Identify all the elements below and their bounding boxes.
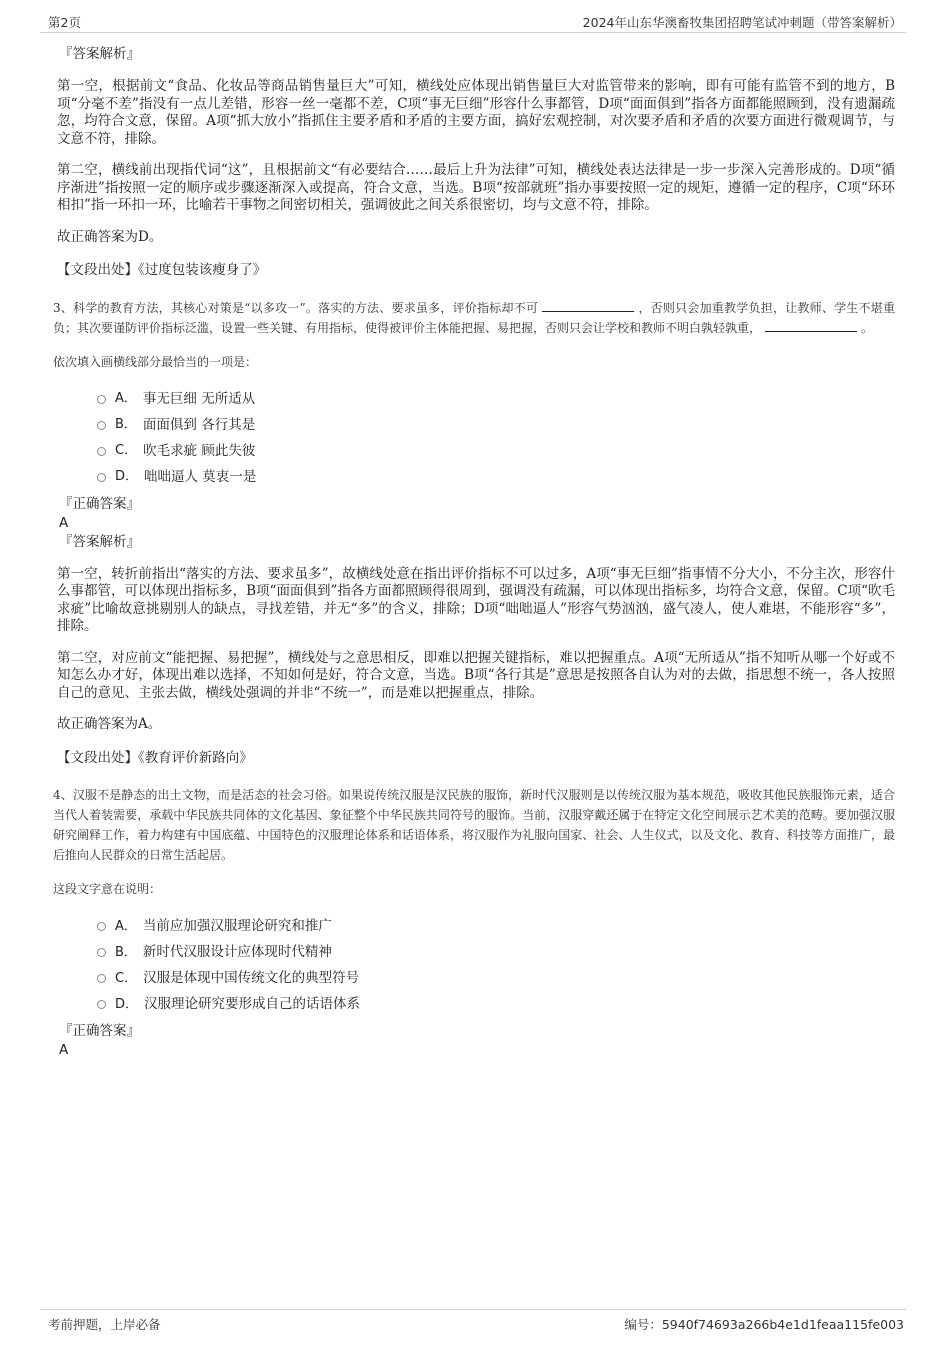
source-citation: 【文段出处】《过度包装该瘦身了》	[57, 262, 267, 278]
correct-answer-label: 『正确答案』	[59, 495, 140, 512]
analysis-label: 『答案解析』	[59, 46, 140, 62]
radio-icon[interactable]	[97, 473, 106, 482]
conclusion: 故正确答案为A。	[57, 716, 162, 732]
question-3-options	[97, 384, 895, 488]
page-header	[40, 10, 906, 33]
option-c[interactable]: C． 吹毛求疵 顾此失彼	[97, 436, 895, 462]
option-d[interactable]: D． 咄咄逼人 莫衷一是	[97, 462, 895, 488]
blank-line	[542, 299, 634, 312]
correct-answer: A	[59, 514, 69, 531]
option-b[interactable]: B． 新时代汉服设计应体现时代精神	[97, 937, 895, 963]
option-a[interactable]: A． 当前应加强汉服理论研究和推广	[97, 911, 895, 937]
option-b[interactable]: B． 面面俱到 各行其是	[97, 410, 895, 436]
radio-icon[interactable]	[97, 447, 106, 456]
question-4-options	[97, 911, 895, 1015]
page-number: 第2页	[48, 15, 81, 30]
radio-icon[interactable]	[97, 922, 106, 931]
radio-icon[interactable]	[97, 948, 106, 957]
correct-answer: A	[59, 1042, 69, 1058]
option-d[interactable]: D． 汉服理论研究要形成自己的话语体系	[97, 989, 895, 1015]
question-4-stem: 4、汉服不是静态的出土文物，而是活态的社会习俗。如果说传统汉服是汉民族的服饰，新时代汉服则是以传统汉服为基本规范，吸收其他民族服饰元素，适合当代人着装需要，承载中华民族共同体的文化基因、象征整个中华民族共同符号的服饰。当前，汉服穿戴还属于在特定文化空间展示艺术美的范畴。要加强汉服研究阐释工作，着力构建有中国底蕴、中国特色的汉服理论体系和话语体系，将汉服作为礼服向国家、社会、人生仪式，以及文化、教育、科技等方面推广，最后推向人民群众的日常生活起居。	[53, 788, 895, 862]
footer-slogan: 考前押题，上岸必备	[48, 1317, 161, 1332]
analysis-label: 『答案解析』	[59, 533, 140, 550]
analysis-paragraph: 第一空，转折前指出“落实的方法、要求虽多”，故横线处意在指出评价指标不可以过多，A项“事无巨细”指事情不分大小，不分主次，形容什么事都管，可以体现出指标多，B项“面面俱到”指各方面都照顾得很周到，强调没有疏漏，可以体现出指标多，均符合文意，保留。C项“吹毛求疵”比喻故意挑剔别人的缺点，寻找差错，并无“多”的含义，排除；D项“咄咄逼人”形容气势汹汹，盛气凌人，使人难堪，不能形容“多”，排除。	[57, 565, 895, 634]
radio-icon[interactable]	[97, 1000, 106, 1009]
analysis-paragraph: 第二空，横线前出现指代词“这”，且根据前文“有必要结合……最后上升为法律”可知，横线处表达法律是一步一步深入完善形成的。D项“循序渐进”指按照一定的顺序或步骤逐渐深入或提高，符合文意，当选。B项“按部就班”指办事要按照一定的规矩，遵循一定的程序，C项“环环相扣”指一环扣一环，比喻若干事物之间密切相关，强调彼此之间关系很密切，均与文意不符，排除。	[57, 162, 895, 213]
radio-icon[interactable]	[97, 395, 106, 404]
conclusion: 故正确答案为D。	[57, 228, 163, 245]
question-3-stem: 3、科学的教育方法，其核心对策是“以多攻一”。落实的方法、要求虽多，评价指标却不可 ，否则只会加重教学负担，让教师、学生不堪重负；其次要谨防评价指标泛滥，设置一些关键、有用指标，使得被评价主体能把握、易把握，否则只会让学校和教师不明白孰轻孰重， 。	[53, 300, 895, 335]
source-citation: 【文段出处】《教育评价新路向》	[57, 749, 253, 766]
option-c[interactable]: C． 汉服是体现中国传统文化的典型符号	[97, 963, 895, 989]
analysis-paragraph: 第一空，根据前文“食品、化妆品等商品销售量巨大”可知，横线处应体现出销售量巨大对监管带来的影响，即有可能有监管不到的地方，B项“分毫不差”指没有一点儿差错，形容一丝一毫都不差，C项“事无巨细”形容什么事都管，D项“面面俱到”指各方面都能照顾到，没有遗漏疏忽，均符合文意，保留。A项“抓大放小”指抓住主要矛盾和矛盾的主要方面，搞好宏观控制，对次要矛盾和矛盾的次要方面进行微观调节，与文意不符，排除。	[57, 78, 895, 147]
option-a[interactable]: A． 事无巨细 无所适从	[97, 384, 895, 410]
document-title: 2024年山东华澳畜牧集团招聘笔试冲刺题（带答案解析）	[582, 15, 902, 30]
document-id: 编号：5940f74693a266b4e1d1feaa115fe003	[624, 1317, 904, 1332]
radio-icon[interactable]	[97, 421, 106, 430]
analysis-paragraph: 第二空，对应前文“能把握、易把握”，横线处与之意思相反，即难以把握关键指标，难以把握重点。A项“无所适从”指不知听从哪一个好或不知怎么办才好，体现出难以选择，不知如何是好，符合文意，当选。B项“各行其是”意思是按照各自认为对的去做，指思想不统一，各人按照自己的意见、主张去做，横线处强调的并非“不统一”，而是难以把握重点，排除。	[57, 649, 895, 701]
correct-answer-label: 『正确答案』	[59, 1023, 140, 1039]
question-3-prompt: 依次填入画横线部分最恰当的一项是：	[53, 354, 258, 369]
blank-line	[765, 319, 857, 332]
question-4-prompt: 这段文字意在说明：	[53, 882, 162, 896]
page-footer	[40, 1309, 906, 1334]
radio-icon[interactable]	[97, 974, 106, 983]
page-content	[53, 44, 895, 1059]
